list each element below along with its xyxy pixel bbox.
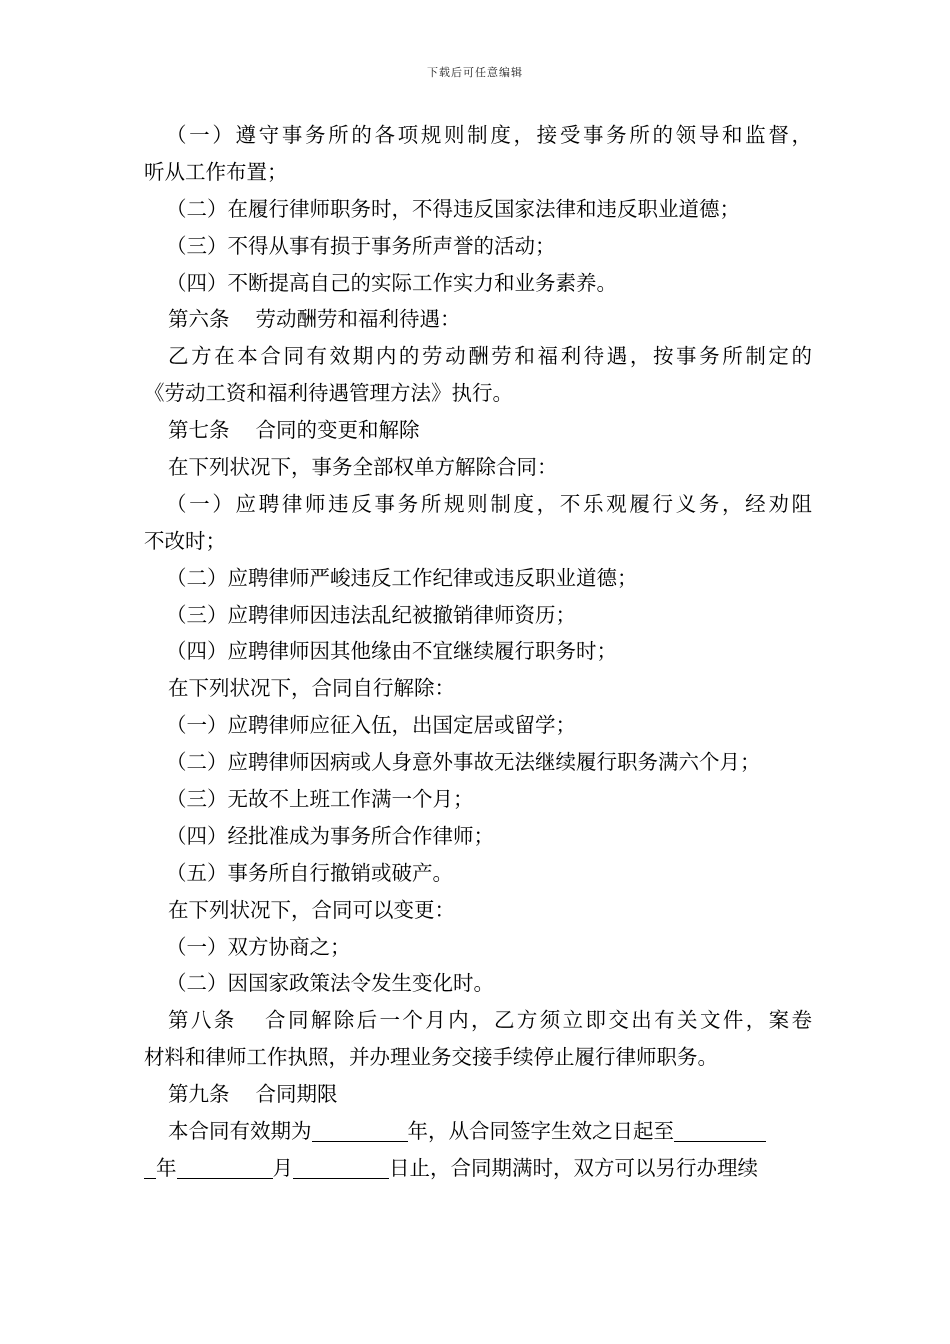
blank-end-year-field-cont[interactable] (144, 1156, 156, 1179)
article-heading (144, 1076, 812, 1113)
paragraph-line: （三）应聘律师因违法乱纪被撤销律师资历； (166, 602, 576, 627)
term-text: 年，从合同签字生效之日起至 (407, 1119, 674, 1144)
paragraph-line: （一）双方协商之； (166, 934, 351, 959)
paragraph-line: 在下列状况下，合同可以变更： (168, 897, 455, 922)
blank-end-year-field[interactable] (674, 1119, 766, 1142)
page-header-note: 下载后可任意编辑 (427, 66, 523, 79)
term-text: 年 (156, 1155, 177, 1180)
term-text: 本合同有效期为 (168, 1119, 312, 1144)
blank-years-field[interactable] (312, 1119, 408, 1142)
paragraph-line: 在下列状况下，事务全部权单方解除合同： (168, 455, 558, 480)
paragraph-line: 在下列状况下，合同自行解除： (168, 676, 455, 701)
article-title: 劳动酬劳和福利待遇： (255, 307, 461, 332)
article-number: 第八条 (168, 1008, 237, 1033)
article-title: 合同的变更和解除 (255, 418, 420, 443)
paragraph-line: （四）经批准成为事务所合作律师； (166, 823, 494, 848)
blank-end-month-field[interactable] (177, 1156, 273, 1179)
paragraph-line: （四）应聘律师因其他缘由不宜继续履行职务时； (166, 639, 617, 664)
blank-end-day-field[interactable] (293, 1156, 389, 1179)
paragraph-line: 材料和律师工作执照，并办理业务交接手续停止履行律师职务。 (144, 1045, 718, 1070)
paragraph-line: 听从工作布置； (144, 159, 288, 184)
paragraph-line: （一）应聘律师违反事务所规则制度，不乐观履行义务，经劝阻 (166, 491, 812, 516)
article-text: 合同解除后一个月内，乙方须立即交出有关文件，案卷 (262, 1008, 813, 1033)
article-heading (144, 301, 812, 338)
article-heading (144, 1002, 812, 1039)
paragraph-line: （二）因国家政策法令发生变化时。 (166, 971, 494, 996)
document-body (144, 117, 812, 1187)
article-number: 第九条 (168, 1082, 230, 1107)
paragraph-line: （二）在履行律师职务时，不得违反国家法律和违反职业道德； (166, 196, 740, 221)
paragraph-line: （三）不得从事有损于事务所声誉的活动； (166, 233, 556, 258)
paragraph-line: （一）应聘律师应征入伍，出国定居或留学； (166, 713, 576, 738)
paragraph-line: （五）事务所自行撤销或破产。 (166, 860, 453, 885)
paragraph-line: 乙方在本合同有效期内的劳动酬劳和福利待遇，按事务所制定的 (168, 344, 812, 369)
article-title: 合同期限 (255, 1082, 338, 1107)
paragraph-line: （二）应聘律师严峻违反工作纪律或违反职业道德； (166, 565, 638, 590)
paragraph-line: 不改时； (144, 528, 226, 553)
paragraph-line: （二）应聘律师因病或人身意外事故无法继续履行职务满六个月； (166, 750, 761, 775)
paragraph-line: （四）不断提高自己的实际工作实力和业务素养。 (166, 270, 617, 295)
article-number: 第六条 (168, 307, 230, 332)
article-number: 第七条 (168, 418, 230, 443)
paragraph-line: （一）遵守事务所的各项规则制度，接受事务所的领导和监督， (166, 123, 812, 147)
paragraph-line: （三）无故不上班工作满一个月； (166, 787, 474, 812)
contract-term-line (144, 1150, 812, 1187)
contract-term-line (144, 1113, 812, 1150)
term-text: 月 (272, 1155, 293, 1180)
paragraph-line: 《劳动工资和福利待遇管理方法》执行。 (144, 381, 513, 406)
article-heading (144, 412, 812, 449)
term-text: 日止，合同期满时，双方可以另行办理续 (389, 1155, 758, 1180)
